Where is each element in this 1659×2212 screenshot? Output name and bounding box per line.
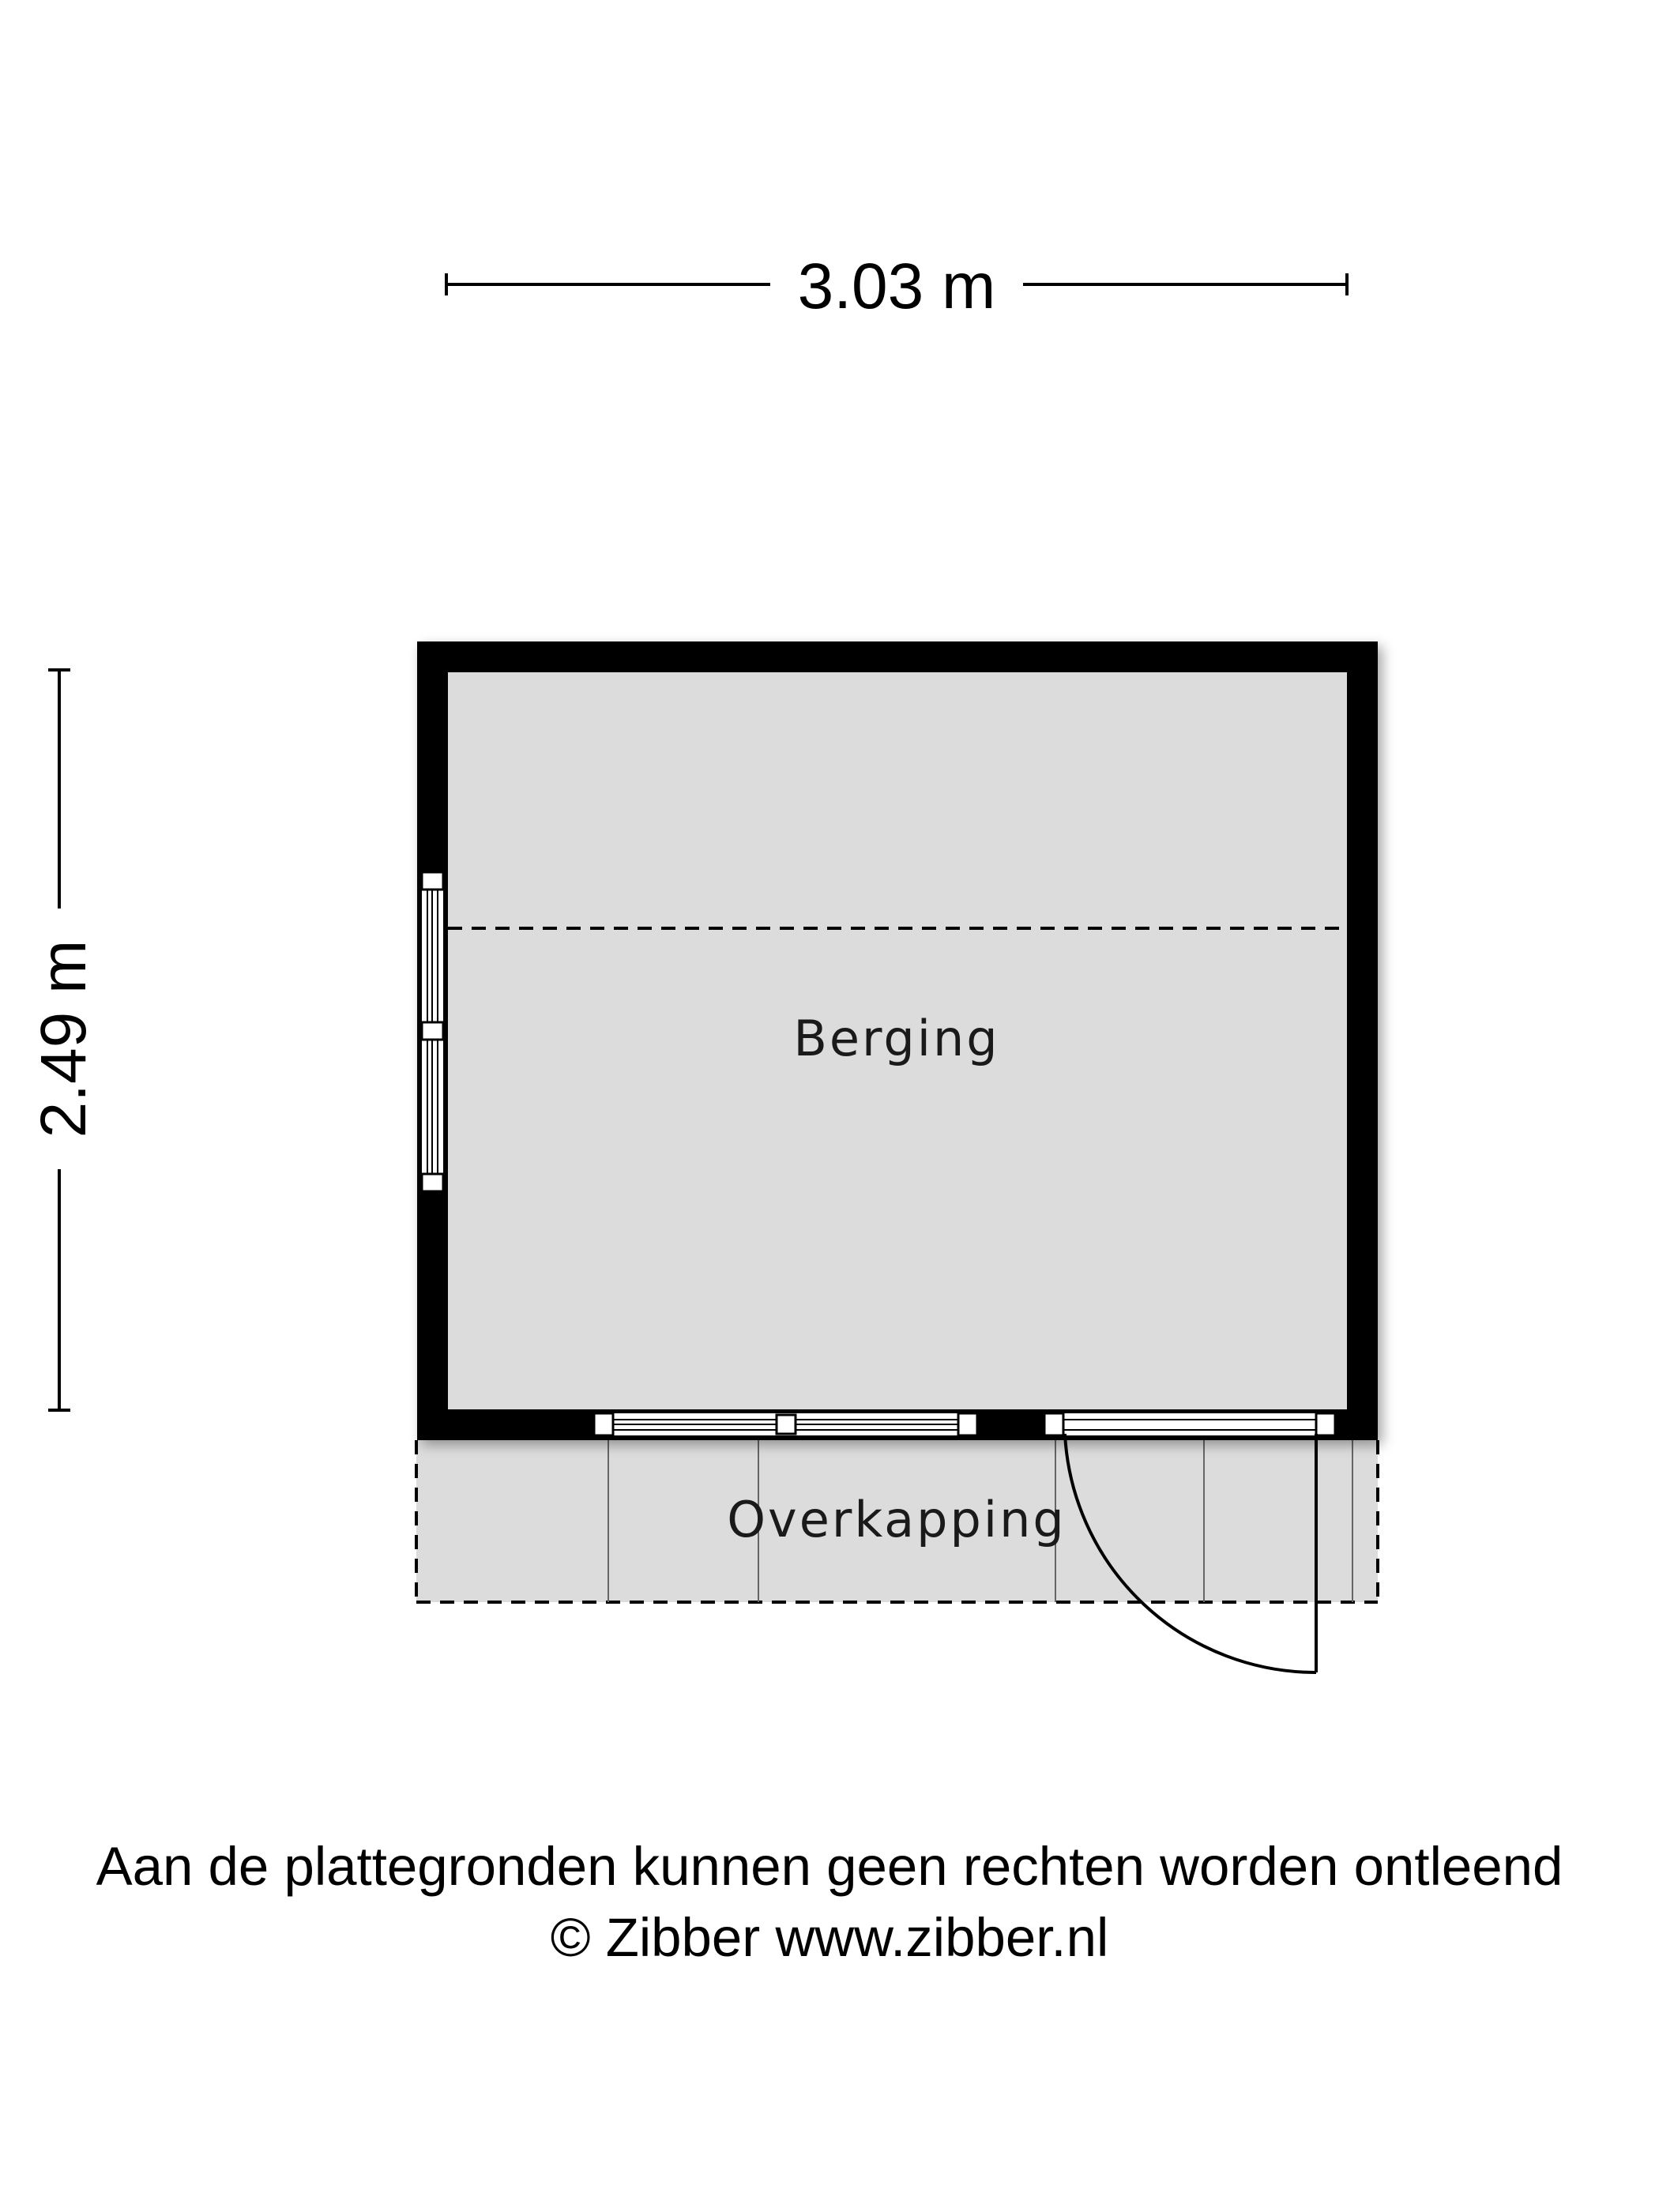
copyright-text: © Zibber www.zibber.nl	[550, 1907, 1109, 1968]
height-dimension	[28, 670, 100, 1410]
left-window	[422, 872, 443, 1191]
width-label: 3.03 m	[797, 250, 996, 322]
width-dimension	[446, 250, 1347, 322]
disclaimer-text: Aan de plattegronden kunnen geen rechten worden ontleend	[96, 1836, 1563, 1897]
bottom-window	[594, 1413, 977, 1435]
room-label-berging: Berging	[793, 1010, 1000, 1067]
height-label: 2.49 m	[28, 939, 100, 1138]
room-label-overkapping: Overkapping	[727, 1491, 1066, 1548]
